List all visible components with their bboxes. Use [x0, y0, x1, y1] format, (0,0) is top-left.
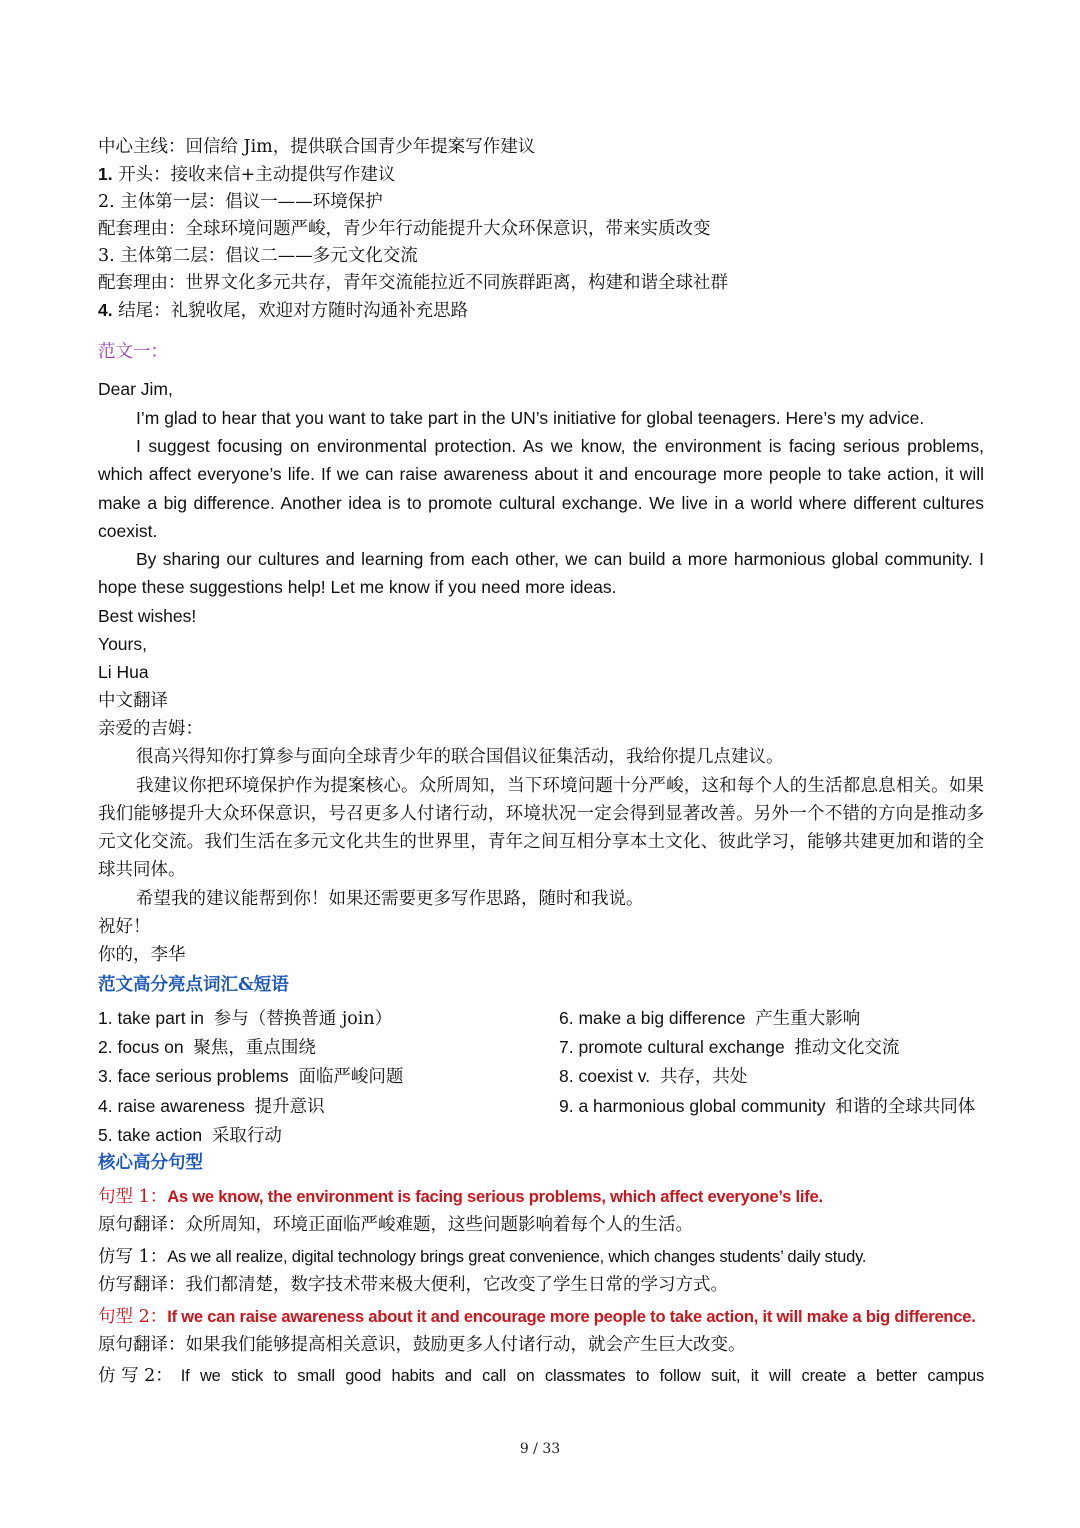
translation-section: [98, 687, 984, 970]
translation-salutation: 亲爱的吉姆：: [98, 718, 203, 739]
vocab-item: [559, 1033, 984, 1062]
vocab-item-en: 9. a harmonious global community: [559, 1095, 826, 1116]
vocab-item: [98, 1121, 523, 1150]
vocab-item-zh: 聚焦，重点围绕: [193, 1037, 316, 1058]
sentence-1-text: As we know, the environment is facing serious problems, which affect everyone’s life.: [167, 1188, 823, 1207]
sentence-1-label: 句型 1：: [98, 1187, 168, 1208]
vocab-item-en: 1. take part in: [98, 1007, 205, 1028]
vocab-column-right: [559, 1004, 984, 1150]
vocab-list: [98, 1004, 984, 1150]
outline-reason-2: 配套理由：世界文化多元共存，青年交流能拉近不同族群距离，构建和谐全球社群: [98, 273, 728, 293]
vocab-item-en: 3. face serious problems: [98, 1066, 289, 1087]
outline-item-1: [98, 161, 984, 189]
sample-heading: 范文一：: [98, 342, 168, 362]
outline-section: [98, 134, 984, 325]
translation-paragraph-3: 希望我的建议能帮到你！如果还需要更多写作思路，随时和我说。: [136, 888, 644, 909]
vocab-item-zh: 共存，共处: [659, 1067, 748, 1088]
sample-signature: Li Hua: [98, 662, 149, 683]
translation-closing-2: 你的，李华: [98, 945, 186, 966]
sample-closing-2: Yours,: [98, 634, 147, 655]
outline-item-4-number: 4.: [98, 300, 113, 320]
sample-paragraph-2: I suggest focusing on environmental protection. As we know, the environment is facing serious problems, which affect everyone’s life. If we can raise awareness about it and encourage more people to take action, it will make a big difference. Another idea is to promote cultural exchange. We live in a world where different cultures coexist.: [98, 436, 984, 541]
vocab-item-en: 4. raise awareness: [98, 1095, 245, 1116]
imitation-2: [98, 1362, 984, 1390]
imitation-1-translation: 仿写翻译：我们都清楚，数字技术带来极大便利，它改变了学生日常的学习方式。: [98, 1275, 728, 1296]
vocab-item-en: 7. promote cultural exchange: [559, 1036, 785, 1057]
sample-paragraph-1: I’m glad to hear that you want to take part in the UN’s initiative for global teenagers. Here’s my advice.: [136, 408, 925, 428]
sample-paragraph-3: By sharing our cultures and learning from each other, we can build a more harmonious global community. I hope these suggestions help! Let me know if you need more ideas.: [98, 549, 984, 598]
imitation-2-label: 仿 写 2：: [98, 1366, 173, 1387]
sample-closing-1: Best wishes!: [98, 605, 197, 626]
vocab-item-zh: 产生重大影响: [755, 1008, 861, 1029]
translation-heading: 中文翻译: [98, 690, 168, 711]
sentence-pattern-1: [98, 1182, 984, 1211]
vocab-item-zh: 参与（替换普通 join）: [213, 1008, 393, 1029]
vocab-column-left: [98, 1004, 523, 1150]
translation-closing-1: 祝好！: [98, 917, 151, 938]
sentences-heading: 核心高分句型: [98, 1153, 203, 1174]
sentence-2-label: 句型 2：: [98, 1307, 168, 1328]
translation-paragraph-1: 很高兴得知你打算参与面向全球青少年的联合国倡议征集活动，我给你提几点建议。: [136, 747, 784, 768]
vocab-item-en: 5. take action: [98, 1124, 203, 1145]
sample-essay: [98, 376, 984, 687]
vocab-item-en: 8. coexist v.: [559, 1066, 651, 1087]
vocab-item: [559, 1092, 984, 1121]
vocab-heading: 范文高分亮点词汇&短语: [98, 974, 289, 995]
vocab-item-zh: 推动文化交流: [794, 1037, 900, 1058]
outline-item-4: [98, 297, 984, 325]
sentences-section: [98, 1182, 984, 1390]
outline-item-4-text: 结尾：礼貌收尾，欢迎对方随时沟通补充思路: [112, 301, 469, 321]
vocab-item: [98, 1033, 523, 1062]
vocab-item-zh: 提升意识: [254, 1096, 325, 1117]
vocab-item: [98, 1092, 523, 1121]
main-line: 中心主线：回信给 Jim，提供联合国青少年提案写作建议: [98, 137, 536, 157]
vocab-item: [559, 1004, 984, 1033]
vocab-item: [98, 1004, 523, 1033]
sentence-1-translation: 原句翻译：众所周知，环境正面临严峻难题，这些问题影响着每个人的生活。: [98, 1215, 693, 1236]
page-content: [98, 134, 984, 1390]
imitation-1-label: 仿写 1：: [98, 1247, 168, 1268]
vocab-item-zh: 采取行动: [211, 1125, 282, 1146]
outline-item-3: 3. 主体第二层：倡议二——多元文化交流: [98, 246, 418, 266]
sentence-2-text: If we can raise awareness about it and encourage more people to take action, it will make a big difference.: [167, 1308, 976, 1327]
sentence-pattern-2: [98, 1302, 984, 1331]
sample-salutation: Dear Jim,: [98, 379, 173, 399]
vocab-item-en: 2. focus on: [98, 1036, 184, 1057]
page-number: 9 / 33: [519, 1441, 561, 1457]
outline-item-1-text: 开头：接收来信+主动提供写作建议: [112, 165, 396, 185]
imitation-1-text: As we all realize, digital technology brings great convenience, which changes students’ daily study.: [167, 1248, 867, 1267]
vocab-item-en: 6. make a big difference: [559, 1007, 746, 1028]
outline-item-2: 2. 主体第一层：倡议一——环境保护: [98, 192, 383, 212]
outline-reason-1: 配套理由：全球环境问题严峻，青少年行动能提升大众环保意识，带来实质改变: [98, 219, 711, 239]
imitation-2-text: If we stick to small good habits and call on classmates to follow suit, it will create a better campus: [180, 1367, 984, 1386]
vocab-item-zh: 和谐的全球共同体: [835, 1096, 976, 1117]
outline-item-1-number: 1.: [98, 164, 113, 184]
vocab-item: [98, 1062, 523, 1091]
translation-paragraph-2: 我建议你把环境保护作为提案核心。众所周知，当下环境问题十分严峻，这和每个人的生活都息息相关。如果我们能够提升大众环保意识，号召更多人付诸行动，环境状况一定会得到显著改善。另外一个不错的方向是推动多元文化交流。我们生活在多元文化共生的世界里，青年之间互相分享本土文化、彼此学习，能够共建更加和谐的全球共同体。: [98, 775, 984, 881]
vocab-item-zh: 面临严峻问题: [298, 1067, 404, 1088]
vocab-item: [559, 1062, 984, 1091]
sentence-2-translation: 原句翻译：如果我们能够提高相关意识，鼓励更多人付诸行动，就会产生巨大改变。: [98, 1335, 746, 1356]
imitation-1: [98, 1242, 984, 1271]
